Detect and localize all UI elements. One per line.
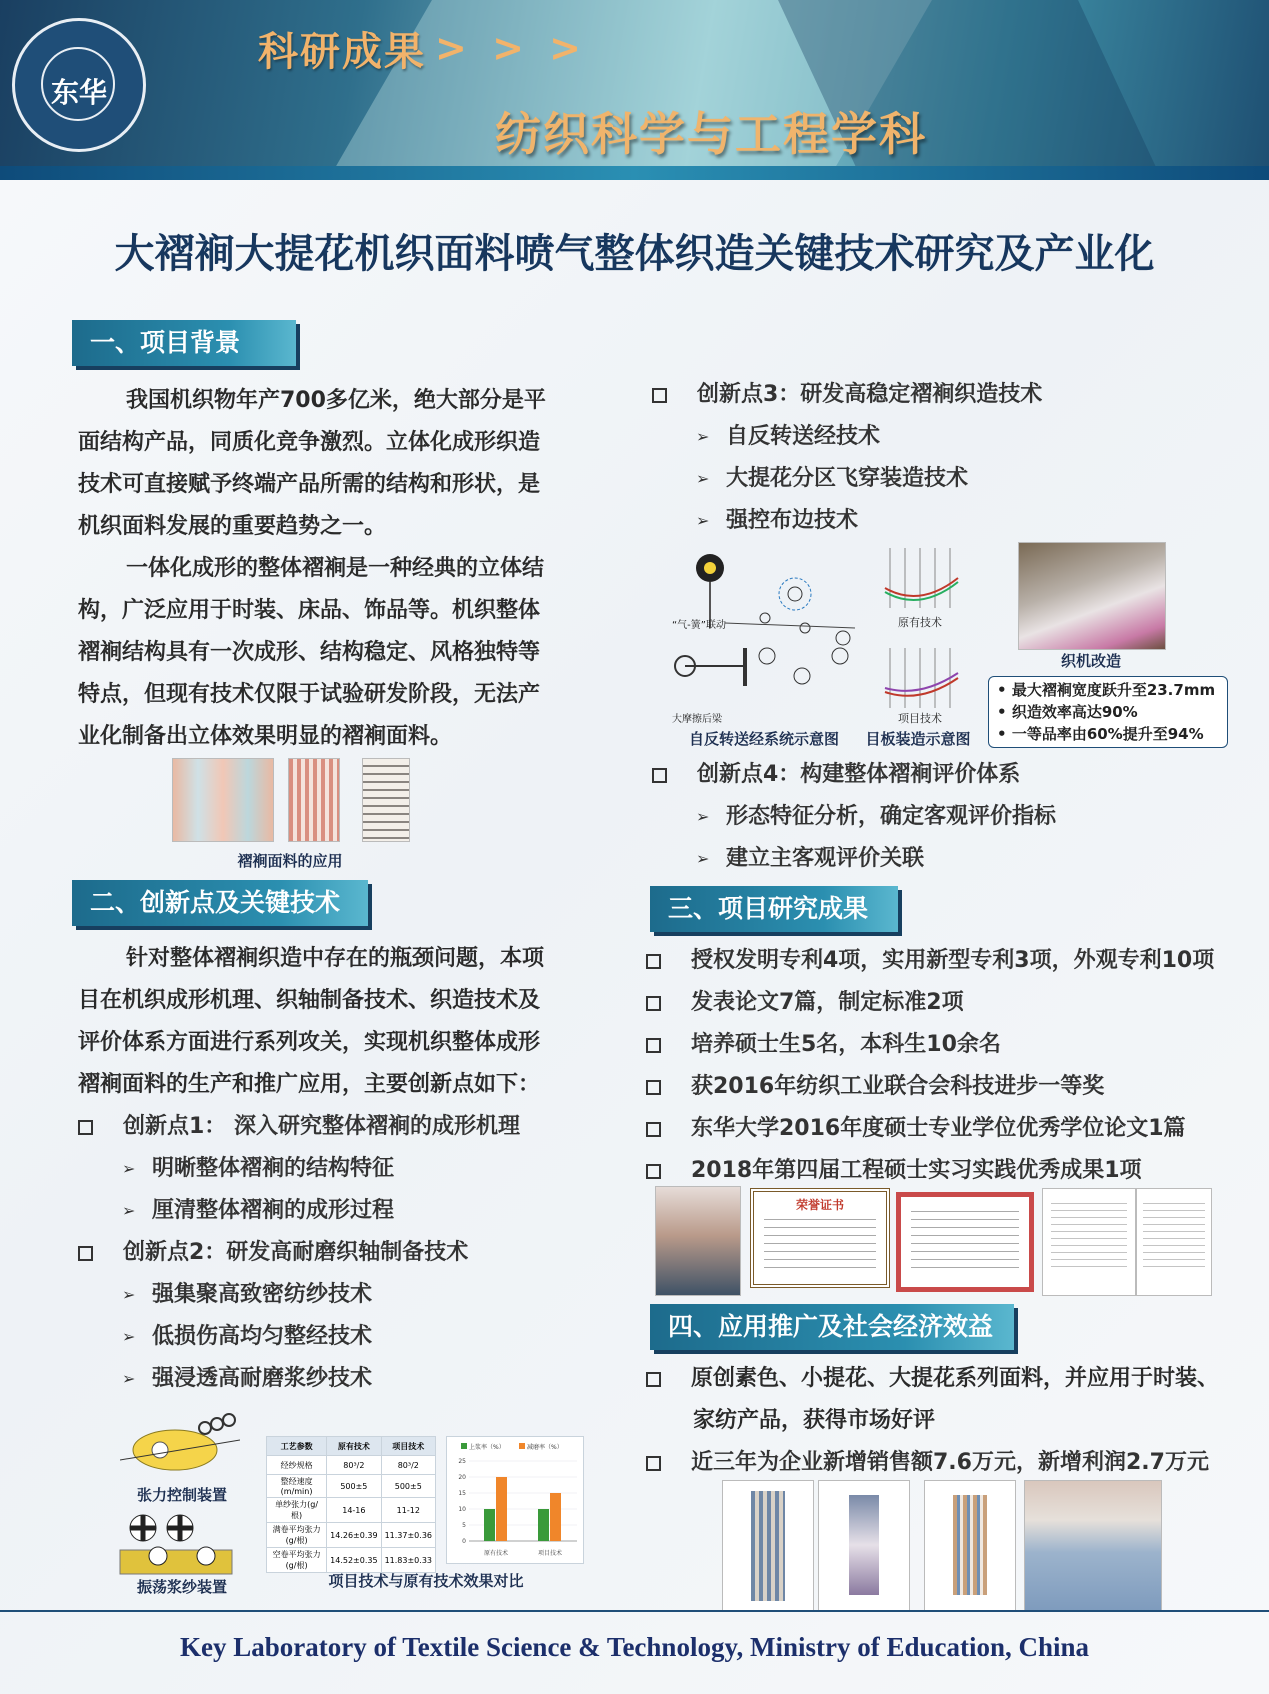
comparison-caption: 项目技术与原有技术效果对比 bbox=[328, 1572, 524, 1590]
x-tick-label: 项目技术 bbox=[537, 1550, 563, 1557]
result-item: 2018年第四届工程硕士实习实践优秀成果1项 bbox=[646, 1150, 1142, 1192]
innovation-point-4: 创新点4：构建整体褶裥评价体系 bbox=[652, 754, 1020, 796]
section-heading-application: 四、应用推广及社会经济效益 bbox=[650, 1304, 1014, 1350]
poster-title: 大褶裥大提花机织面料喷气整体织造关键技术研究及产业化 bbox=[114, 231, 1155, 277]
legend-label: 上浆率（%） bbox=[469, 1444, 505, 1451]
bar bbox=[550, 1493, 561, 1541]
background-paragraph-1: 我国机织物年产700多亿米，绝大部分是平 面结构产品，同质化竞争激烈。立体化成形织造 技术可直接赋予终端产品所需的结构和形状，是 机织面料发展的重要趋势之一。 bbox=[78, 388, 546, 539]
y-tick-label: 20 bbox=[458, 1474, 466, 1481]
footer-lab-name: Key Laboratory of Textile Science & Technology, Ministry of Education, China bbox=[179, 1632, 1090, 1662]
award-certificate bbox=[896, 1192, 1034, 1292]
y-tick-label: 0 bbox=[462, 1538, 466, 1545]
footer-divider bbox=[0, 1610, 1269, 1612]
harness-caption: 目板装造示意图 bbox=[865, 730, 971, 748]
innovation-sub-item: ➢ 形态特征分析，确定客观评价指标 bbox=[696, 804, 1057, 829]
innovation-sub-item: ➢ 强集聚高致密纺纱技术 bbox=[122, 1282, 373, 1307]
innovation-sub-item: ➢ 大提花分区飞穿装造技术 bbox=[696, 466, 969, 491]
tension-control-device-illustration bbox=[120, 1410, 240, 1480]
innovation-sub-item: ➢ 强浸透高耐磨浆纱技术 bbox=[122, 1366, 373, 1391]
y-tick-label: 15 bbox=[458, 1490, 466, 1497]
pleated-garment-photo bbox=[362, 758, 410, 842]
modified-loom-photo bbox=[1018, 542, 1166, 650]
bar bbox=[538, 1509, 549, 1541]
stat-item: • 最大褶裥宽度跃升至23.7mm bbox=[997, 681, 1216, 699]
chevron-arrows-icon: > > > bbox=[435, 26, 587, 70]
y-tick-label: 5 bbox=[462, 1522, 466, 1529]
x-tick-label: 原有技术 bbox=[483, 1550, 509, 1557]
innovation-sub-item: ➢ 厘清整体褶裥的成形过程 bbox=[122, 1198, 395, 1223]
innovation-point-3: 创新点3：研发高稳定褶裥织造技术 bbox=[652, 374, 1042, 416]
result-item: 发表论文7篇，制定标准2项 bbox=[646, 982, 964, 1024]
sizing-effect-bar-chart bbox=[446, 1436, 584, 1564]
background-paragraph-2: 一体化成形的整体褶裥是一种经典的立体结 构，广泛应用于时装、床品、饰品等。机织整体 褶裥结构具有一次成形、结构稳定、风格独特等 特点，但现有技术仅限于试验研发阶段，无法产 业化制备出立体效果明显的褶裥面料。 bbox=[78, 556, 545, 749]
honor-certificate: 荣誉证书 bbox=[750, 1188, 890, 1288]
section-heading-innovation: 二、创新点及关键技术 bbox=[72, 880, 368, 926]
let-off-system-schematic bbox=[665, 548, 860, 720]
innovation-point-1: 创新点1： 深入研究整体褶裥的成形机理 bbox=[78, 1106, 520, 1148]
lab-worker-photo bbox=[655, 1186, 741, 1296]
project-tech-label: 项目技术 bbox=[898, 712, 942, 725]
process-comparison-table: 工艺参数 原有技术 项目技术 经纱规格 80³/2 80³/2 整经速度(m/min) 500±5 500±5 单纱张力(g/根) 14-16 11-12 满卷平均张力(g/根) 14.26±0.39 11.37±0.36 空卷平均张力(g/根) 14.52±0.35 11.83±0.33 bbox=[266, 1436, 436, 1573]
application-item-2: 近三年为企业新增销售额7.6万元，新增利润2.7万元 bbox=[646, 1442, 1209, 1484]
kicker-label: 科研成果 bbox=[258, 29, 426, 75]
innovation-sub-item: ➢ 建立主客观评价关联 bbox=[696, 846, 925, 871]
innovation-point-2: 创新点2：研发高耐磨织轴制备技术 bbox=[78, 1232, 468, 1274]
legend-label: 减磨率（%） bbox=[527, 1444, 563, 1451]
bedding-product-photo bbox=[1024, 1480, 1162, 1612]
striped-skirt-product-photo bbox=[924, 1480, 1016, 1612]
discipline-title: 纺织科学与工程学科 bbox=[495, 107, 927, 161]
university-logo: 东华 bbox=[12, 18, 146, 152]
y-tick-label: 10 bbox=[458, 1506, 466, 1513]
result-item: 东华大学2016年度硕士专业学位优秀学位论文1篇 bbox=[646, 1108, 1186, 1150]
sizing-device-label: 振荡浆纱装置 bbox=[136, 1578, 227, 1596]
loom-caption: 织机改造 bbox=[1060, 652, 1121, 670]
patent-certificate-1 bbox=[1042, 1188, 1136, 1296]
y-tick-label: 25 bbox=[458, 1458, 466, 1465]
bar bbox=[484, 1509, 495, 1541]
innovation-sub-item: ➢ 明晰整体褶裥的结构特征 bbox=[122, 1156, 395, 1181]
application-item-1: 原创素色、小提花、大提花系列面料，并应用于时装、 家纺产品，获得市场好评 bbox=[646, 1358, 1246, 1442]
innovation-sub-item: ➢ 强控布边技术 bbox=[696, 508, 859, 533]
bar bbox=[496, 1477, 507, 1541]
result-item: 培养硕士生5名，本科生10余名 bbox=[646, 1024, 1001, 1066]
pleat-application-caption: 褶裥面料的应用 bbox=[237, 852, 343, 870]
sizing-device-illustration bbox=[118, 1510, 238, 1578]
pleated-dress-photo bbox=[288, 758, 340, 842]
result-item: 授权发明专利4项，实用新型专利3项，外观专利10项 bbox=[646, 940, 1214, 982]
air-spring-label: “气-簧”联动 bbox=[672, 620, 726, 631]
legend-swatch bbox=[461, 1443, 467, 1449]
let-off-caption: 自反转送经系统示意图 bbox=[688, 730, 839, 748]
section-heading-results: 三、项目研究成果 bbox=[650, 886, 898, 932]
legend-swatch bbox=[519, 1443, 525, 1449]
results-stat-box bbox=[988, 676, 1228, 748]
stat-item: • 织造效率高达90% bbox=[997, 703, 1138, 721]
harness-schematic bbox=[880, 548, 960, 720]
pleated-dress-product-photo bbox=[722, 1480, 814, 1612]
innovation-intro: 针对整体褶裥织造中存在的瓶颈问题，本项 目在机织成形机理、织轴制备技术、织造技术及 评价体系方面进行系列攻关，实现机织整体成形 褶裥面料的生产和推广应用，主要创新点如下： bbox=[78, 946, 545, 1097]
pleated-fabric-photo bbox=[172, 758, 274, 842]
innovation-sub-item: ➢ 低损伤高均匀整经技术 bbox=[122, 1324, 373, 1349]
original-tech-label: 原有技术 bbox=[898, 616, 942, 629]
section-heading-background: 一、项目背景 bbox=[72, 320, 296, 366]
friction-beam-label: 大摩擦后梁 bbox=[672, 714, 722, 725]
jacquard-gown-product-photo bbox=[818, 1480, 910, 1612]
tension-device-label: 张力控制装置 bbox=[136, 1486, 227, 1504]
result-item: 获2016年纺织工业联合会科技进步一等奖 bbox=[646, 1066, 1104, 1108]
innovation-sub-item: ➢ 自反转送经技术 bbox=[696, 424, 881, 449]
stat-item: • 一等品率由60%提升至94% bbox=[997, 725, 1204, 743]
patent-certificate-2 bbox=[1136, 1188, 1212, 1296]
